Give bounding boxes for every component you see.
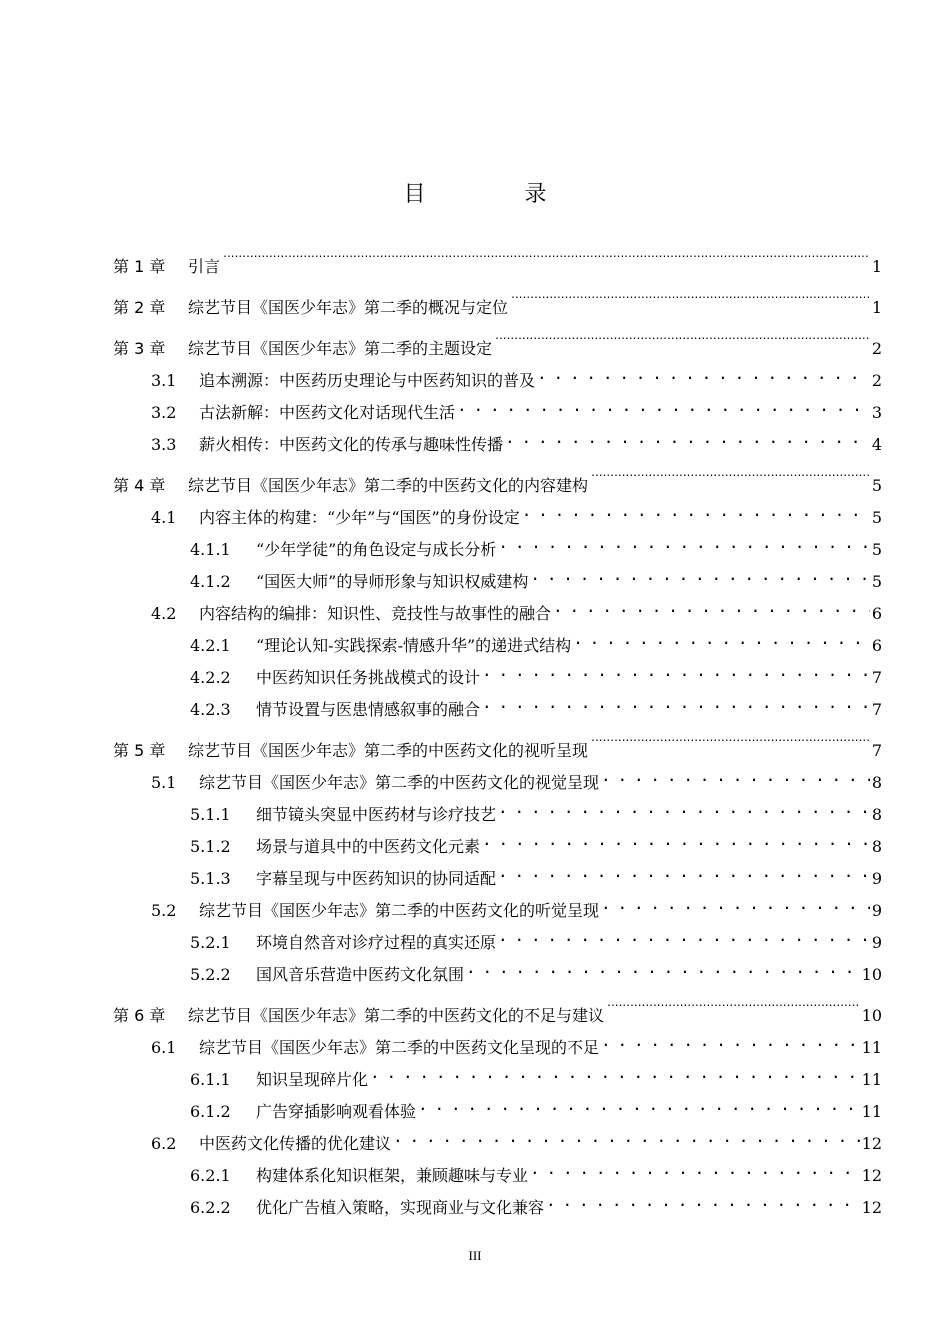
toc-entry-page: 11 xyxy=(861,1038,882,1057)
toc-entry-number: 第 5 章 xyxy=(113,741,166,760)
dot-leader xyxy=(457,394,870,418)
dot-leader xyxy=(494,330,870,354)
dot-leader xyxy=(573,627,870,651)
toc-entry-number: 5.1.1 xyxy=(190,805,231,824)
dot-leader xyxy=(601,1029,860,1053)
toc-entry-chapter-6[interactable] xyxy=(113,997,882,1025)
toc-entry-label: 细节镜头突显中医药材与诊疗技艺 xyxy=(256,805,497,824)
dot-leader xyxy=(590,732,870,756)
toc-entry-chapter-5[interactable] xyxy=(113,732,882,760)
toc-entry-label: 中医药知识任务挑战模式的设计 xyxy=(256,668,481,687)
toc-entry-page: 7 xyxy=(871,741,882,760)
toc-entry-section-3-3[interactable] xyxy=(151,426,882,454)
toc-entry-label: 引言 xyxy=(188,257,221,276)
toc-entry-label: 环境自然音对诊疗过程的真实还原 xyxy=(256,933,497,952)
toc-entry-label: “少年学徒”的角色设定与成长分析 xyxy=(256,540,497,559)
dot-leader xyxy=(498,860,870,884)
dot-leader xyxy=(505,426,870,450)
toc-entry-label: 综艺节目《国医少年志》第二季的中医药文化的听觉呈现 xyxy=(199,901,600,920)
dot-leader xyxy=(482,691,870,715)
dot-leader xyxy=(482,828,870,852)
toc-entry-number: 5.2 xyxy=(151,901,177,920)
toc-entry-page: 1 xyxy=(871,298,882,317)
dot-leader xyxy=(222,248,870,272)
toc-entry-number: 5.2.2 xyxy=(190,965,231,984)
toc-entry-number: 5.2.1 xyxy=(190,933,231,952)
toc-entry-page: 11 xyxy=(861,1070,882,1089)
toc-entry-section-3-2[interactable] xyxy=(151,394,882,422)
toc-entry-page: 5 xyxy=(871,572,882,591)
toc-entry-number: 3.1 xyxy=(151,371,177,390)
toc-entry-number: 5.1.3 xyxy=(190,869,231,888)
toc-entry-page: 8 xyxy=(871,805,882,824)
toc-entry-page: 6 xyxy=(871,636,882,655)
dot-leader xyxy=(522,499,870,523)
toc-entry-label: 综艺节目《国医少年志》第二季的中医药文化的视觉呈现 xyxy=(199,773,600,792)
toc-entry-number: 6.1.2 xyxy=(190,1102,231,1121)
dot-leader xyxy=(546,1189,860,1213)
toc-entry-page: 9 xyxy=(871,901,882,920)
toc-entry-number: 4.2.3 xyxy=(190,700,231,719)
toc-entry-section-6-2[interactable] xyxy=(151,1125,882,1153)
toc-entry-page: 2 xyxy=(871,371,882,390)
toc-entry-page: 5 xyxy=(871,540,882,559)
toc-entry-label: 优化广告植入策略，实现商业与文化兼容 xyxy=(256,1198,545,1217)
toc-entry-page: 10 xyxy=(861,1006,882,1025)
toc-entry-label: 综艺节目《国医少年志》第二季的中医药文化的不足与建议 xyxy=(188,1006,605,1025)
toc-entry-label: 构建体系化知识框架，兼顾趣味与专业 xyxy=(256,1166,529,1185)
toc-entry-label: 综艺节目《国医少年志》第二季的概况与定位 xyxy=(188,298,509,317)
toc-entry-page: 5 xyxy=(871,476,882,495)
page-number-footer: III xyxy=(468,1248,482,1263)
toc-entry-section-5-1-3[interactable] xyxy=(190,860,882,888)
toc-entry-number: 4.1 xyxy=(151,508,177,527)
toc-entry-chapter-1[interactable] xyxy=(113,248,882,276)
toc-entry-number: 5.1 xyxy=(151,773,177,792)
dot-leader xyxy=(537,362,870,386)
toc-entry-label: 广告穿插影响观看体验 xyxy=(256,1102,417,1121)
toc-entry-page: 8 xyxy=(871,773,882,792)
toc-entry-section-4-2-2[interactable] xyxy=(190,659,882,687)
toc-entry-number: 第 1 章 xyxy=(113,257,166,276)
toc-entry-section-4-2-3[interactable] xyxy=(190,691,882,719)
toc-entry-number: 6.2.2 xyxy=(190,1198,231,1217)
toc-entry-number: 6.2.1 xyxy=(190,1166,231,1185)
toc-entry-number: 6.1.1 xyxy=(190,1070,231,1089)
toc-entry-label: 综艺节目《国医少年志》第二季的中医药文化的内容建构 xyxy=(188,476,589,495)
toc-entry-section-5-1[interactable] xyxy=(151,764,882,792)
dot-leader xyxy=(466,956,860,980)
toc-entry-page: 7 xyxy=(871,700,882,719)
toc-entry-section-4-2[interactable] xyxy=(151,595,882,623)
toc-entry-section-5-1-2[interactable] xyxy=(190,828,882,856)
toc-entry-label: 追本溯源：中医药历史理论与中医药知识的普及 xyxy=(199,371,536,390)
toc-entry-chapter-2[interactable] xyxy=(113,289,882,317)
toc-entry-page: 9 xyxy=(871,933,882,952)
toc-entry-section-4-1[interactable] xyxy=(151,499,882,527)
toc-entry-number: 第 4 章 xyxy=(113,476,166,495)
toc-entry-page: 7 xyxy=(871,668,882,687)
dot-leader xyxy=(601,764,870,788)
toc-entry-page: 12 xyxy=(861,1166,882,1185)
toc-entry-number: 5.1.2 xyxy=(190,837,231,856)
toc-entry-page: 3 xyxy=(871,403,882,422)
toc-entry-number: 3.3 xyxy=(151,435,177,454)
toc-entry-section-4-1-2[interactable] xyxy=(190,563,882,591)
dot-leader xyxy=(498,531,869,555)
toc-entry-number: 4.2.2 xyxy=(190,668,231,687)
toc-entry-section-3-1[interactable] xyxy=(151,362,882,390)
toc-entry-label: 综艺节目《国医少年志》第二季的中医药文化的视听呈现 xyxy=(188,741,589,760)
toc-entry-number: 第 6 章 xyxy=(113,1006,166,1025)
toc-entry-label: 薪火相传：中医药文化的传承与趣味性传播 xyxy=(199,435,504,454)
toc-entry-section-6-2-1[interactable] xyxy=(190,1157,882,1185)
toc-entry-label: 国风音乐营造中医药文化氛围 xyxy=(256,965,465,984)
toc-entry-label: 综艺节目《国医少年志》第二季的中医药文化呈现的不足 xyxy=(199,1038,600,1057)
toc-entry-page: 4 xyxy=(871,435,882,454)
toc-entry-section-5-2-1[interactable] xyxy=(190,924,882,952)
toc-entry-label: 知识呈现碎片化 xyxy=(256,1070,369,1089)
toc-entry-page: 8 xyxy=(871,837,882,856)
dot-leader xyxy=(530,563,869,587)
dot-leader xyxy=(601,892,870,916)
toc-entry-page: 12 xyxy=(861,1198,882,1217)
toc-entry-number: 4.1.1 xyxy=(190,540,231,559)
dot-leader xyxy=(393,1125,860,1149)
toc-entry-number: 6.2 xyxy=(151,1134,177,1153)
toc-entry-section-6-1-1[interactable] xyxy=(190,1061,882,1089)
toc-entry-section-5-2-2[interactable] xyxy=(190,956,882,984)
toc-entry-label: 内容结构的编排：知识性、竞技性与故事性的融合 xyxy=(199,604,552,623)
dot-leader xyxy=(553,595,870,619)
toc-entry-number: 4.1.2 xyxy=(190,572,231,591)
toc-entry-section-6-2-2[interactable] xyxy=(190,1189,882,1217)
toc-entry-number: 6.1 xyxy=(151,1038,177,1057)
toc-entry-page: 2 xyxy=(871,339,882,358)
toc-entry-page: 11 xyxy=(861,1102,882,1121)
page-title: 目 录 xyxy=(403,182,593,207)
toc-entry-page: 10 xyxy=(861,965,882,984)
dot-leader xyxy=(530,1157,860,1181)
dot-leader xyxy=(590,467,870,491)
toc-entry-label: 古法新解：中医药文化对话现代生活 xyxy=(199,403,456,422)
toc-entry-page: 12 xyxy=(861,1134,882,1153)
dot-leader xyxy=(482,659,870,683)
toc-entry-label: 内容主体的构建：“少年”与“国医”的身份设定 xyxy=(199,508,520,527)
toc-entry-chapter-4[interactable] xyxy=(113,467,882,495)
toc-entry-section-4-2-1[interactable] xyxy=(190,627,882,655)
toc-entry-label: 综艺节目《国医少年志》第二季的主题设定 xyxy=(188,339,493,358)
toc-entry-chapter-3[interactable] xyxy=(113,330,882,358)
toc-entry-number: 3.2 xyxy=(151,403,177,422)
toc-entry-label: “国医大师”的导师形象与知识权威建构 xyxy=(256,572,529,591)
toc-entry-page: 1 xyxy=(871,257,882,276)
toc-entry-page: 6 xyxy=(871,604,882,623)
toc-entry-number: 第 2 章 xyxy=(113,298,166,317)
dot-leader xyxy=(498,796,870,820)
toc-entry-page: 5 xyxy=(871,508,882,527)
toc-entry-number: 4.2.1 xyxy=(190,636,231,655)
toc-entry-section-4-1-1[interactable] xyxy=(190,531,882,559)
toc-entry-label: “理论认知-实践探索-情感升华”的递进式结构 xyxy=(256,636,572,655)
toc-entry-section-5-1-1[interactable] xyxy=(190,796,882,824)
toc-entry-section-5-2[interactable] xyxy=(151,892,882,920)
toc-entry-section-6-1[interactable] xyxy=(151,1029,882,1057)
toc-entry-label: 情节设置与医患情感叙事的融合 xyxy=(256,700,481,719)
dot-leader xyxy=(418,1093,860,1117)
toc-entry-number: 第 3 章 xyxy=(113,339,166,358)
toc-entry-label: 字幕呈现与中医药知识的协同适配 xyxy=(256,869,497,888)
toc-entry-section-6-1-2[interactable] xyxy=(190,1093,882,1121)
toc-entry-label: 场景与道具中的中医药文化元素 xyxy=(256,837,481,856)
dot-leader xyxy=(606,997,860,1021)
toc-entry-page: 9 xyxy=(871,869,882,888)
dot-leader xyxy=(370,1061,860,1085)
toc-entry-label: 中医药文化传播的优化建议 xyxy=(199,1134,392,1153)
dot-leader xyxy=(510,289,870,313)
toc-entry-number: 4.2 xyxy=(151,604,177,623)
dot-leader xyxy=(498,924,870,948)
